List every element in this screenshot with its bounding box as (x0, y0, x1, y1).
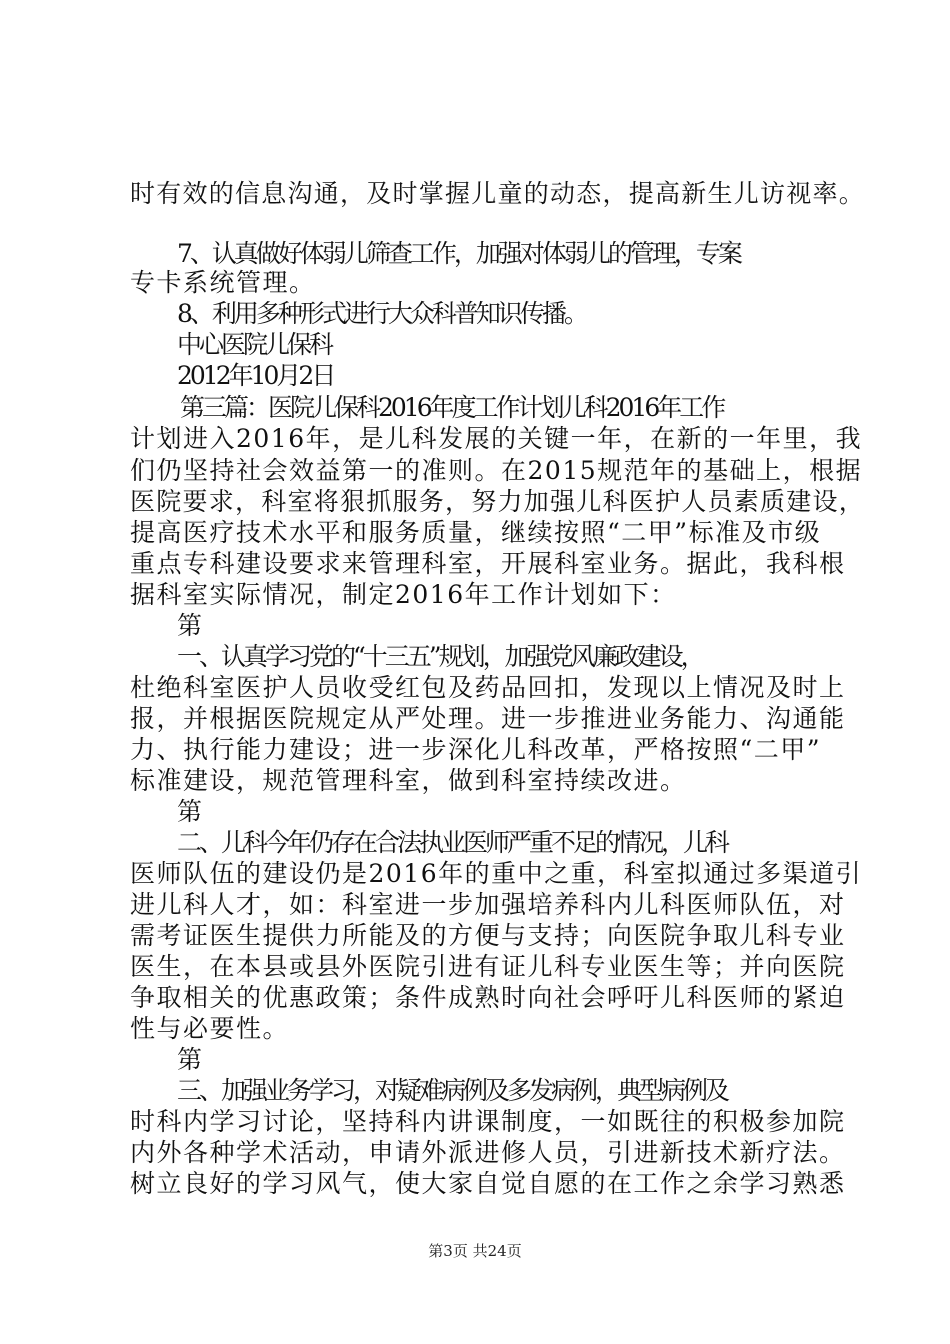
body-text-line: 重点专科建设要求来管理科室，开展科室业务。据此，我科根 (130, 549, 846, 578)
signature-department: 中心医院儿保科 (177, 330, 332, 359)
page-number-footer: 第3页 共24页 (428, 1242, 522, 1260)
body-text-line: 提高医疗技术水平和服务质量，继续按照“二甲”标准及市级 (130, 518, 822, 547)
body-text-line: 需考证医生提供力所能及的方便与支持；向医院争取儿科专业 (130, 921, 846, 950)
body-text-line: 时科内学习讨论，坚持科内讲课制度，一如既往的积极参加院 (130, 1107, 846, 1136)
section-heading: 第三篇：医院儿保科2016年度工作计划儿科2016年工作 (180, 393, 724, 422)
body-text-line: 树立良好的学习风气，使大家自觉自愿的在工作之余学习熟悉 (130, 1169, 846, 1198)
body-text-line: 内外各种学术活动，申请外派进修人员，引进新技术新疗法。 (130, 1138, 846, 1167)
item-heading-2: 二、儿科今年仍存在合法执业医师严重不足的情况，儿科 (177, 828, 728, 857)
item-marker: 第 (177, 1045, 200, 1074)
body-text-line: 杜绝科室医护人员收受红包及药品回扣，发现以上情况及时上 (130, 673, 846, 702)
body-text-line: 们仍坚持社会效益第一的准则。在2015规范年的基础上，根据 (130, 456, 863, 485)
body-text-line: 医师队伍的建设仍是2016年的重中之重，科室拟通过多渠道引 (130, 859, 863, 888)
body-text-line: 据科室实际情况，制定2016年工作计划如下： (130, 580, 677, 609)
body-text-line: 专卡系统管理。 (130, 268, 316, 297)
body-text-line: 医院要求，科室将狠抓服务，努力加强儿科医护人员素质建设， (130, 487, 866, 516)
body-text-line: 争取相关的优惠政策；条件成熟时向社会呼吁儿科医师的紧迫 (130, 983, 846, 1012)
item-heading-3: 三、加强业务学习，对疑难病例及多发病例，典型病例及 (177, 1076, 728, 1105)
body-text-line: 医生，在本县或县外医院引进有证儿科专业医生等；并向医院 (130, 952, 846, 981)
body-text-line: 标准建设，规范管理科室，做到科室持续改进。 (130, 766, 687, 795)
item-marker: 第 (177, 797, 200, 826)
signature-date: 2012年10月2日 (177, 361, 334, 390)
body-text-line: 计划进入2016年，是儿科发展的关键一年，在新的一年里，我 (130, 424, 863, 453)
body-text-line: 时有效的信息沟通，及时掌握儿童的动态，提高新生儿访视率。 (130, 179, 866, 208)
body-text-line: 进儿科人才，如：科室进一步加强培养科内儿科医师队伍，对 (130, 890, 846, 919)
list-item-7: 7、认真做好体弱儿筛查工作，加强对体弱儿的管理，专案 (177, 239, 740, 268)
item-heading-1: 一、认真学习党的“十三五”规划，加强党风廉政建设， (177, 642, 703, 671)
list-item-8: 8、利用多种形式进行大众科普知识传播。 (177, 299, 586, 328)
body-text-line: 力、执行能力建设；进一步深化儿科改革，严格按照“二甲” (130, 735, 822, 764)
body-text-line: 性与必要性。 (130, 1014, 290, 1043)
body-text-line: 报，并根据医院规定从严处理。进一步推进业务能力、沟通能 (130, 704, 846, 733)
item-marker: 第 (177, 611, 200, 640)
